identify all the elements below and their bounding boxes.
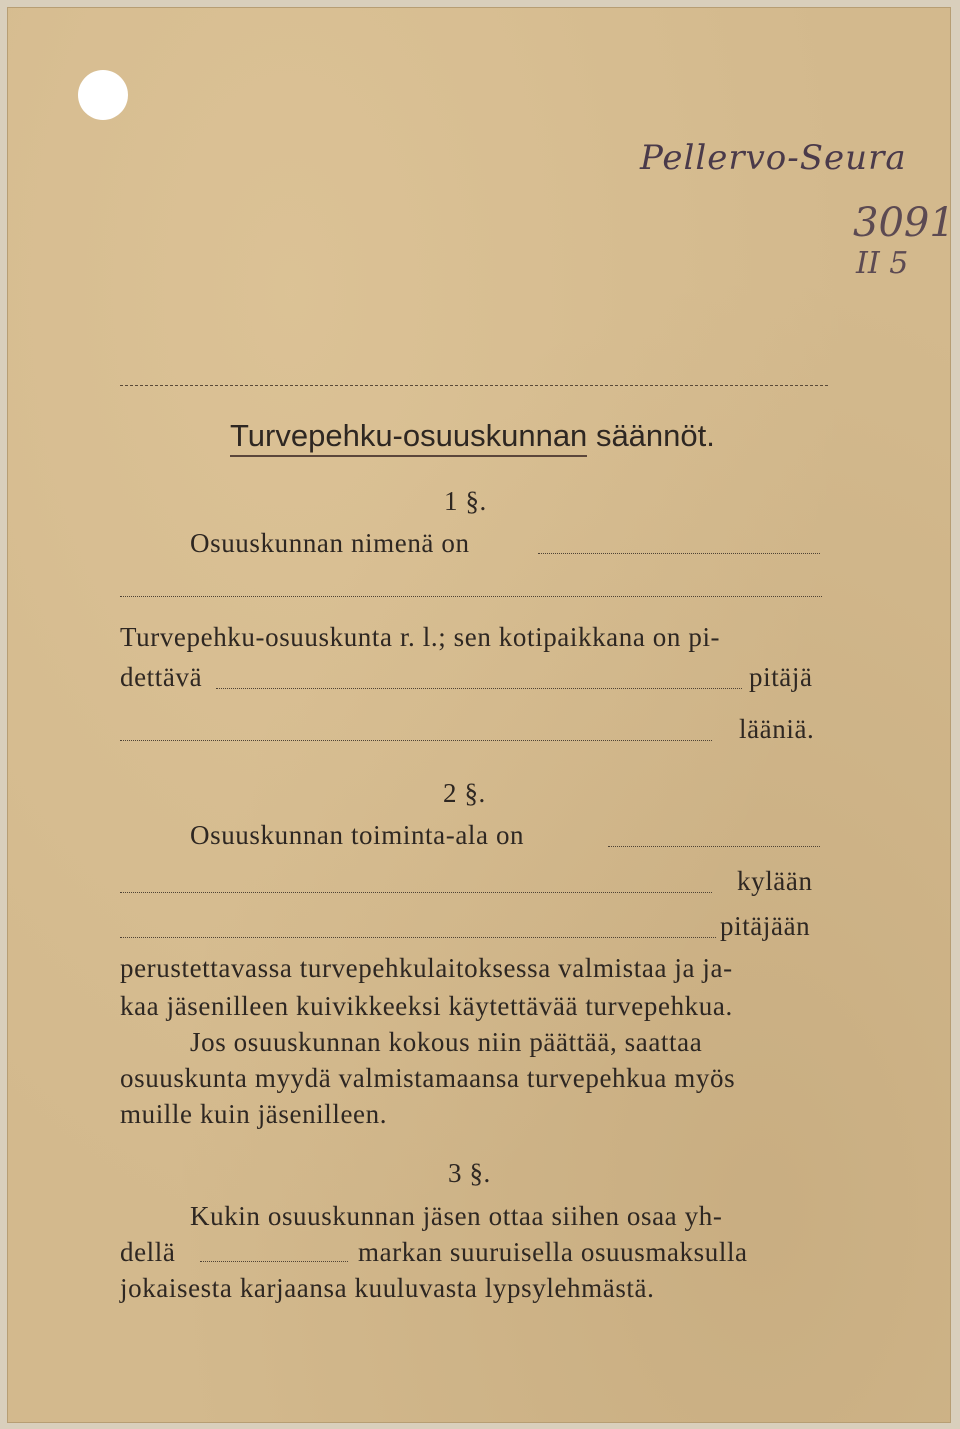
- blank-share-amount-fill: [200, 1261, 348, 1262]
- blank-name-fill: [538, 553, 820, 554]
- section-2-line2: kylään: [737, 866, 813, 896]
- punch-hole: [78, 70, 128, 120]
- section-2-line1: Osuuskunnan toiminta-ala on: [190, 820, 525, 850]
- blank-province-fill: [120, 740, 712, 741]
- blank-municipality-fill: [216, 688, 742, 689]
- blank-name-fill-2: [120, 596, 822, 597]
- stamp-text: Pellervo-Seura: [640, 138, 907, 178]
- section-3-heading: 3 §.: [448, 1158, 491, 1188]
- section-3-line1: Kukin osuuskunnan jäsen ottaa siihen osaa yh-: [190, 1201, 723, 1231]
- section-3-line3: jokaisesta karjaansa kuuluvasta lypsylehmästä.: [120, 1273, 655, 1303]
- section-2-line6: Jos osuuskunnan kokous niin päättää, saattaa: [190, 1027, 703, 1057]
- document-title: [230, 418, 715, 454]
- section-1-line2: Turvepehku-osuuskunta r. l.; sen kotipaikkana on pi-: [120, 622, 721, 652]
- section-2-line3: pitäjään: [720, 911, 811, 941]
- section-3-line2b: markan suuruisella osuusmaksulla: [358, 1237, 748, 1267]
- title-main: Turvepehku-osuuskunnan: [230, 418, 587, 457]
- section-2-line4: perustettavassa turvepehkulaitoksessa valmistaa ja ja-: [120, 953, 733, 983]
- top-separator: [120, 385, 828, 386]
- document-page: [8, 8, 955, 1422]
- section-1-line3a: dettävä: [120, 662, 203, 692]
- title-suffix: säännöt.: [595, 418, 715, 453]
- blank-parish-fill: [120, 937, 716, 938]
- section-1-line3b: pitäjä: [749, 662, 813, 692]
- section-2-line7: osuuskunta myydä valmistamaansa turvepehkua myös: [120, 1063, 736, 1093]
- archive-number: 3091: [853, 200, 955, 246]
- section-1-line4: lääniä.: [739, 714, 815, 744]
- section-1-heading: 1 §.: [444, 486, 487, 516]
- section-2-heading: 2 §.: [443, 778, 486, 808]
- section-1-line1: Osuuskunnan nimenä on: [190, 528, 470, 558]
- blank-area-fill: [608, 846, 820, 847]
- section-2-line8: muille kuin jäsenilleen.: [120, 1099, 388, 1129]
- section-2-line5: kaa jäsenilleen kuivikkeeksi käytettävää turvepehkua.: [120, 991, 733, 1021]
- archive-mark: II 5: [856, 246, 909, 281]
- blank-village-fill: [120, 892, 712, 893]
- section-3-line2a: dellä: [120, 1237, 176, 1267]
